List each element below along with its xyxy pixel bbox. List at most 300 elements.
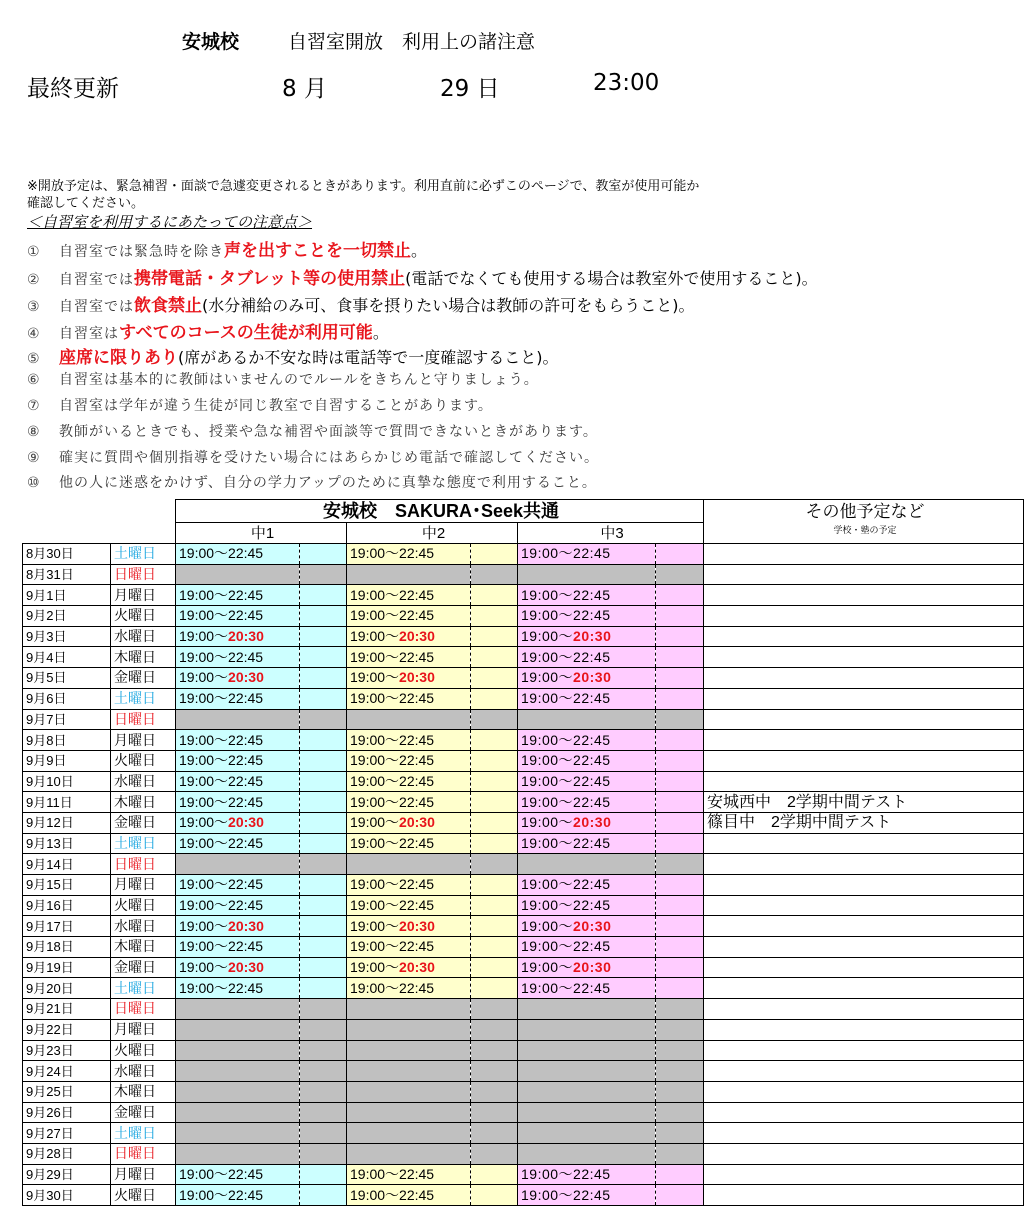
row-note (704, 564, 1024, 585)
time-end: 22:45 (399, 876, 435, 893)
grade-1-time (176, 626, 300, 647)
row-day: 木曜日 (111, 1081, 176, 1102)
table-row (23, 854, 1024, 875)
row-date: 9月21日 (23, 999, 111, 1020)
row-note (704, 978, 1024, 999)
row-note (704, 1102, 1024, 1123)
row-date: 9月18日 (23, 937, 111, 958)
time-end: 20:30 (228, 814, 264, 831)
grade-1-pad (300, 1019, 347, 1040)
grade-2-time (347, 833, 471, 854)
table-row (23, 585, 1024, 606)
time-start: 19:00〜 (521, 814, 574, 831)
grade-2-pad (471, 812, 518, 833)
grade-3-pad (656, 606, 704, 627)
row-date: 9月13日 (23, 833, 111, 854)
grade-1-pad (300, 750, 347, 771)
grade-2-closed (347, 1081, 471, 1102)
row-note (704, 833, 1024, 854)
row-date: 9月11日 (23, 792, 111, 813)
row-date: 9月19日 (23, 957, 111, 978)
row-note (704, 875, 1024, 896)
row-day: 金曜日 (111, 668, 176, 689)
grade-2-pad (471, 1143, 518, 1164)
row-note (704, 895, 1024, 916)
time-start: 19:00〜 (350, 648, 400, 665)
time-start: 19:00〜 (521, 690, 574, 707)
grade-3-closed (518, 1102, 656, 1123)
row-note: 篠目中 2学期中間テスト (704, 812, 1024, 833)
time-end: 20:30 (573, 669, 612, 686)
rule-post: 。 (372, 323, 389, 342)
table-row (23, 1143, 1024, 1164)
row-day: 日曜日 (111, 999, 176, 1020)
row-date: 9月15日 (23, 875, 111, 896)
grade-1-closed (176, 1123, 300, 1144)
time-end: 20:30 (399, 917, 435, 934)
row-day: 水曜日 (111, 1061, 176, 1082)
grade-2-time (347, 916, 471, 937)
table-row (23, 750, 1024, 771)
grade-1-time (176, 688, 300, 709)
grade-1-pad (300, 1040, 347, 1061)
time-start: 19:00〜 (179, 979, 229, 996)
table-row (23, 1164, 1024, 1185)
grade-3-pad (656, 709, 704, 730)
updated-month: 8 月 (282, 76, 327, 102)
grade-3-time (518, 957, 656, 978)
table-row (23, 1019, 1024, 1040)
grade-2-closed (347, 1143, 471, 1164)
grade-1-pad (300, 854, 347, 875)
row-note (704, 606, 1024, 627)
grade-3-pad (656, 544, 704, 565)
grade-1-time (176, 771, 300, 792)
rule-text: 教師がいるときでも、授業や急な補習や面談等で質問できないときがあります。 (59, 424, 598, 440)
time-start: 19:00〜 (179, 1165, 229, 1182)
rule-number: ③ (27, 299, 40, 315)
table-row (23, 1040, 1024, 1061)
time-end: 22:45 (228, 876, 264, 893)
table-row (23, 792, 1024, 813)
row-note (704, 937, 1024, 958)
grade-1-pad (300, 709, 347, 730)
time-start: 19:00〜 (179, 897, 229, 914)
grade-2-pad (471, 1040, 518, 1061)
grade-2-time (347, 771, 471, 792)
rule-highlight: 携帯電話・タブレット等の使用禁止 (134, 269, 406, 289)
table-row (23, 606, 1024, 627)
grade-2-time (347, 937, 471, 958)
time-start: 19:00〜 (350, 959, 400, 976)
grade-3-time (518, 647, 656, 668)
rule-3 (27, 291, 695, 316)
grade-header-1: 中1 (176, 523, 347, 544)
table-main-header: 安城校 SAKURA･Seek共通 (176, 500, 704, 523)
grade-1-pad (300, 1164, 347, 1185)
rule-text: 自習室は学年が違う生徒が同じ教室で自習することがあります。 (59, 398, 493, 414)
time-end: 22:45 (228, 834, 264, 851)
grade-3-pad (656, 937, 704, 958)
rule-2 (27, 264, 818, 289)
updated-day: 29 日 (440, 76, 500, 102)
row-date: 9月6日 (23, 688, 111, 709)
grade-2-pad (471, 1185, 518, 1206)
grade-1-pad (300, 730, 347, 751)
time-end: 22:45 (228, 545, 264, 562)
time-start: 19:00〜 (350, 917, 400, 934)
row-day: 金曜日 (111, 957, 176, 978)
time-end: 22:45 (399, 731, 435, 748)
row-note (704, 1185, 1024, 1206)
grade-1-pad (300, 957, 347, 978)
row-date: 9月1日 (23, 585, 111, 606)
time-end: 20:30 (228, 917, 264, 934)
rule-number: ⑧ (27, 424, 40, 440)
row-note (704, 1123, 1024, 1144)
row-date: 9月7日 (23, 709, 111, 730)
rule-number: ② (27, 272, 40, 288)
row-note (704, 1061, 1024, 1082)
row-date: 9月10日 (23, 771, 111, 792)
rule-post: (席があるか不安な時は電話等で一度確認すること)。 (178, 348, 559, 367)
row-note (704, 730, 1024, 751)
grade-2-pad (471, 1102, 518, 1123)
row-day: 火曜日 (111, 895, 176, 916)
grade-2-closed (347, 1102, 471, 1123)
time-start: 19:00〜 (179, 917, 229, 934)
grade-1-pad (300, 1102, 347, 1123)
row-date: 9月30日 (23, 1185, 111, 1206)
table-row (23, 895, 1024, 916)
time-start: 19:00〜 (350, 752, 400, 769)
table-row (23, 544, 1024, 565)
row-note (704, 916, 1024, 937)
time-start: 19:00〜 (179, 628, 229, 645)
grade-2-closed (347, 564, 471, 585)
rule-pre: 自習室は (59, 326, 119, 342)
row-note (704, 1164, 1024, 1185)
table-row (23, 978, 1024, 999)
table-row (23, 999, 1024, 1020)
time-end: 22:45 (228, 752, 264, 769)
time-start: 19:00〜 (521, 793, 574, 810)
grade-2-pad (471, 585, 518, 606)
grade-3-pad (656, 875, 704, 896)
time-end: 20:30 (228, 669, 264, 686)
grade-2-pad (471, 544, 518, 565)
time-end: 22:45 (228, 938, 264, 955)
grade-2-time (347, 1185, 471, 1206)
grade-1-time (176, 585, 300, 606)
rule-number: ⑥ (27, 372, 40, 388)
time-end: 22:45 (228, 979, 264, 996)
grade-2-pad (471, 916, 518, 937)
grade-1-time (176, 544, 300, 565)
row-date: 9月29日 (23, 1164, 111, 1185)
grade-3-closed (518, 999, 656, 1020)
grade-3-pad (656, 916, 704, 937)
time-end: 22:45 (399, 938, 435, 955)
time-start: 19:00〜 (350, 690, 400, 707)
time-end: 22:45 (228, 1186, 264, 1203)
grade-3-pad (656, 1143, 704, 1164)
grade-3-pad (656, 1102, 704, 1123)
grade-1-pad (300, 647, 347, 668)
grade-3-pad (656, 647, 704, 668)
table-row (23, 957, 1024, 978)
grade-2-closed (347, 1061, 471, 1082)
row-note (704, 1019, 1024, 1040)
row-note (704, 709, 1024, 730)
grade-2-time (347, 957, 471, 978)
grade-3-pad (656, 1123, 704, 1144)
grade-1-time (176, 916, 300, 937)
grade-2-pad (471, 895, 518, 916)
grade-3-pad (656, 585, 704, 606)
grade-1-time (176, 895, 300, 916)
time-end: 22:45 (228, 772, 264, 789)
grade-1-time (176, 647, 300, 668)
time-start: 19:00〜 (521, 834, 574, 851)
row-day: 月曜日 (111, 875, 176, 896)
time-end: 22:45 (399, 752, 435, 769)
grade-3-closed (518, 1081, 656, 1102)
table-row (23, 875, 1024, 896)
table-row (23, 626, 1024, 647)
row-day: 火曜日 (111, 606, 176, 627)
row-day: 木曜日 (111, 937, 176, 958)
grade-1-pad (300, 771, 347, 792)
rule-1 (27, 236, 427, 261)
grade-2-time (347, 626, 471, 647)
table-row (23, 1061, 1024, 1082)
row-note (704, 750, 1024, 771)
row-date: 9月22日 (23, 1019, 111, 1040)
grade-2-time (347, 895, 471, 916)
grade-2-time (347, 730, 471, 751)
table-row (23, 771, 1024, 792)
grade-2-pad (471, 875, 518, 896)
time-start: 19:00〜 (350, 669, 400, 686)
schedule-table (22, 499, 1024, 1206)
time-start: 19:00〜 (179, 690, 229, 707)
rule-post: (電話でなくても使用する場合は教室外で使用すること)。 (405, 269, 818, 288)
grade-2-pad (471, 730, 518, 751)
rule-number: ⑤ (27, 351, 40, 367)
grade-2-pad (471, 1081, 518, 1102)
time-start: 19:00〜 (350, 938, 400, 955)
time-end: 20:30 (573, 628, 612, 645)
grade-1-pad (300, 544, 347, 565)
time-start: 19:00〜 (521, 648, 574, 665)
rule-number: ⑩ (27, 475, 40, 491)
grade-2-time (347, 606, 471, 627)
time-start: 19:00〜 (179, 752, 229, 769)
row-day: 土曜日 (111, 1123, 176, 1144)
table-other-header: その他予定など (704, 500, 1024, 523)
grade-3-time (518, 812, 656, 833)
grade-1-time (176, 937, 300, 958)
row-note (704, 585, 1024, 606)
grade-2-closed (347, 709, 471, 730)
grade-3-closed (518, 854, 656, 875)
rule-7 (27, 395, 493, 415)
school-name: 安城校 (182, 31, 240, 53)
grade-1-pad (300, 626, 347, 647)
row-note (704, 1081, 1024, 1102)
grade-2-time (347, 792, 471, 813)
grade-2-pad (471, 833, 518, 854)
time-end: 22:45 (228, 648, 264, 665)
rule-pre: 自習室では (59, 272, 134, 288)
time-end: 22:45 (399, 1165, 435, 1182)
grade-2-pad (471, 1061, 518, 1082)
grade-3-closed (518, 1019, 656, 1040)
grade-3-time (518, 895, 656, 916)
grade-3-time (518, 978, 656, 999)
time-start: 19:00〜 (179, 1186, 229, 1203)
row-note (704, 999, 1024, 1020)
time-end: 22:45 (228, 731, 264, 748)
grade-1-pad (300, 792, 347, 813)
time-start: 19:00〜 (179, 938, 229, 955)
time-end: 22:45 (399, 648, 435, 665)
rule-number: ④ (27, 326, 40, 342)
grade-3-time (518, 626, 656, 647)
row-note (704, 1040, 1024, 1061)
row-note (704, 544, 1024, 565)
row-date: 9月4日 (23, 647, 111, 668)
table-row (23, 812, 1024, 833)
grade-3-time (518, 1164, 656, 1185)
time-end: 22:45 (573, 690, 611, 707)
row-day: 金曜日 (111, 812, 176, 833)
time-end: 22:45 (573, 938, 611, 955)
time-end: 22:45 (228, 1165, 264, 1182)
time-end: 20:30 (573, 917, 612, 934)
time-start: 19:00〜 (179, 814, 229, 831)
time-start: 19:00〜 (350, 545, 400, 562)
row-note (704, 771, 1024, 792)
grade-2-pad (471, 792, 518, 813)
grade-1-pad (300, 1061, 347, 1082)
grade-2-pad (471, 1164, 518, 1185)
time-start: 19:00〜 (521, 938, 574, 955)
grade-2-closed (347, 1123, 471, 1144)
row-date: 9月3日 (23, 626, 111, 647)
rule-text: 他の人に迷惑をかけず、自分の学力アップのために真摯な態度で利用すること。 (59, 475, 597, 491)
rule-number: ① (27, 244, 40, 260)
time-start: 19:00〜 (350, 772, 400, 789)
updated-label: 最終更新 (27, 76, 119, 102)
time-end: 20:30 (399, 628, 435, 645)
time-end: 22:45 (573, 979, 611, 996)
row-day: 火曜日 (111, 750, 176, 771)
row-day: 火曜日 (111, 1185, 176, 1206)
grade-3-time (518, 688, 656, 709)
rule-8 (27, 421, 598, 441)
rule-9 (27, 447, 599, 467)
rule-highlight: 飲食禁止 (134, 296, 202, 316)
grade-1-pad (300, 1185, 347, 1206)
grade-3-pad (656, 957, 704, 978)
table-row (23, 730, 1024, 751)
time-end: 22:45 (573, 648, 611, 665)
row-day: 日曜日 (111, 1143, 176, 1164)
time-end: 22:45 (399, 979, 435, 996)
time-start: 19:00〜 (350, 628, 400, 645)
time-start: 19:00〜 (521, 731, 574, 748)
grade-3-pad (656, 730, 704, 751)
grade-3-pad (656, 750, 704, 771)
time-start: 19:00〜 (521, 1165, 574, 1182)
time-end: 22:45 (573, 1165, 611, 1182)
grade-2-time (347, 875, 471, 896)
grade-2-pad (471, 626, 518, 647)
notice-heading: ＜自習室を利用するにあたっての注意点＞ (27, 213, 313, 231)
rule-highlight: すべてのコースの生徒が利用可能 (119, 323, 373, 343)
row-day: 日曜日 (111, 854, 176, 875)
table-row (23, 1102, 1024, 1123)
time-start: 19:00〜 (179, 648, 229, 665)
grade-3-time (518, 544, 656, 565)
grade-1-closed (176, 564, 300, 585)
time-end: 20:30 (228, 628, 264, 645)
row-date: 9月28日 (23, 1143, 111, 1164)
grade-2-time (347, 1164, 471, 1185)
time-end: 20:30 (573, 814, 612, 831)
time-start: 19:00〜 (179, 586, 229, 603)
grade-1-closed (176, 1019, 300, 1040)
grade-3-pad (656, 1061, 704, 1082)
time-end: 22:45 (573, 607, 611, 624)
grade-3-pad (656, 978, 704, 999)
grade-1-pad (300, 916, 347, 937)
time-end: 22:45 (228, 607, 264, 624)
row-day: 水曜日 (111, 626, 176, 647)
grade-1-time (176, 812, 300, 833)
grade-2-time (347, 647, 471, 668)
grade-3-time (518, 606, 656, 627)
grade-1-time (176, 668, 300, 689)
time-end: 22:45 (573, 1186, 611, 1203)
page-title: 自習室開放 利用上の諸注意 (288, 31, 536, 53)
row-day: 日曜日 (111, 709, 176, 730)
grade-3-pad (656, 895, 704, 916)
grade-1-pad (300, 895, 347, 916)
row-day: 水曜日 (111, 916, 176, 937)
grade-3-pad (656, 833, 704, 854)
grade-1-time (176, 606, 300, 627)
grade-2-pad (471, 999, 518, 1020)
time-end: 22:45 (573, 752, 611, 769)
grade-3-pad (656, 626, 704, 647)
grade-2-time (347, 688, 471, 709)
grade-1-time (176, 833, 300, 854)
rule-number: ⑦ (27, 398, 40, 414)
grade-1-pad (300, 833, 347, 854)
grade-1-time (176, 792, 300, 813)
time-start: 19:00〜 (350, 1186, 400, 1203)
updated-time: 23:00 (593, 70, 660, 96)
row-date: 9月16日 (23, 895, 111, 916)
grade-3-time (518, 750, 656, 771)
time-start: 19:00〜 (350, 793, 400, 810)
grade-3-pad (656, 792, 704, 813)
time-start: 19:00〜 (350, 607, 400, 624)
table-row (23, 668, 1024, 689)
